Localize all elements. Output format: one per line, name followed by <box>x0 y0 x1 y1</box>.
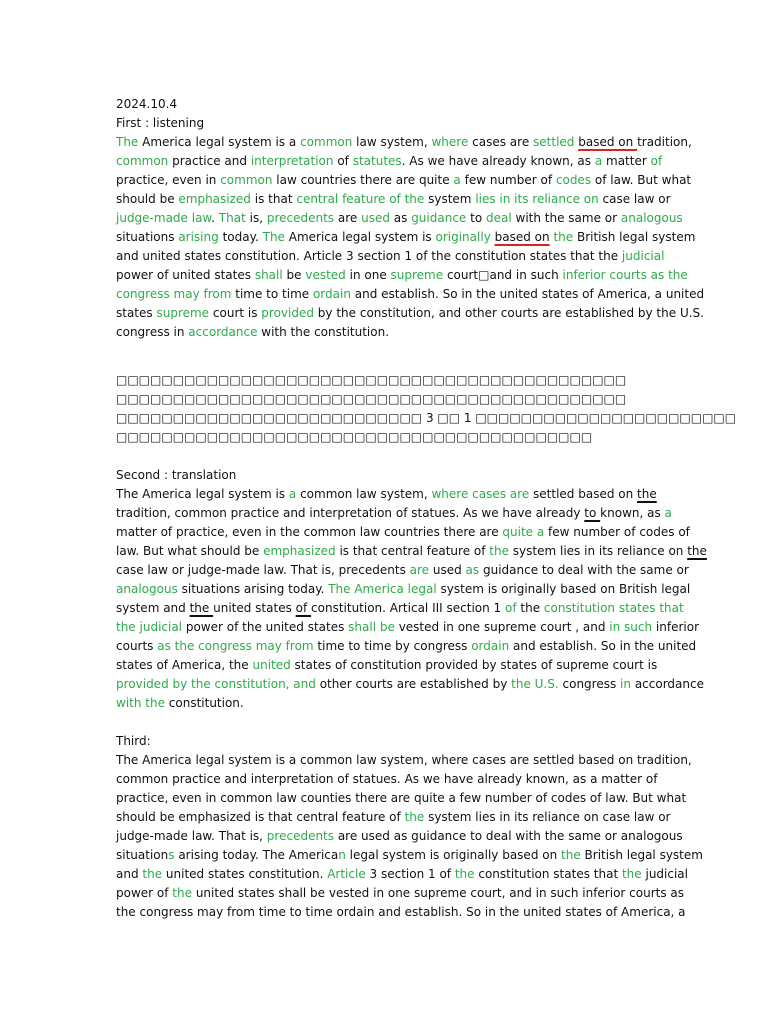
highlighted-text: supreme <box>156 306 210 320</box>
text-segment: with the same or <box>511 211 621 225</box>
highlighted-text: shall be <box>348 620 395 634</box>
text-segment: legal system is originally based on <box>345 848 562 862</box>
highlighted-text: of <box>650 154 663 168</box>
underlined-text: based on <box>494 230 550 244</box>
text-segment: arising today. The America <box>174 848 339 862</box>
highlighted-text: a <box>453 173 461 187</box>
highlighted-text: as the congress may from <box>157 639 314 653</box>
highlighted-text: a <box>288 487 297 501</box>
text-segment: court is <box>209 306 262 320</box>
text-segment: by the constitution, and other courts are established by the U.S. <box>313 306 704 320</box>
text-segment: The America legal system is a common law system, where cases are settled based on tradition, <box>116 753 692 767</box>
text-segment: matter of practice, even in the common law countries there are <box>116 525 503 539</box>
text-segment: situation <box>116 848 169 862</box>
text-segment: . <box>211 211 219 225</box>
highlighted-text: codes <box>555 173 592 187</box>
highlighted-text: vested <box>305 268 346 282</box>
heading-translation: Second : translation <box>116 468 237 482</box>
text-line <box>116 133 692 152</box>
text-line <box>116 209 683 228</box>
cjk-line: □□□□□□□□□□□□□□□□□□□□□□□□□□□ 3 □□ 1 □□□□□□□□□□□□□□□□□□□□□□□ <box>116 411 737 425</box>
text-line <box>116 485 657 504</box>
highlighted-text: statutes <box>352 154 402 168</box>
highlighted-text: a <box>664 506 672 520</box>
text-segment: time to time <box>231 287 313 301</box>
text-segment: system and <box>116 601 190 615</box>
text-segment: system <box>424 192 476 206</box>
highlighted-text: the <box>454 867 475 881</box>
highlighted-text: the <box>621 867 642 881</box>
text-segment: few number of codes of <box>544 525 690 539</box>
text-segment: America legal system is a <box>142 135 301 149</box>
text-segment: congress in <box>116 325 189 339</box>
underlined-text: based on <box>578 135 638 149</box>
highlighted-text: provided <box>261 306 314 320</box>
text-line <box>116 152 663 171</box>
text-segment: British legal system <box>573 230 696 244</box>
highlighted-text: where cases are <box>431 487 530 501</box>
highlighted-text: congress may from <box>116 287 232 301</box>
text-segment: case law or judge-made law. That is, precedents <box>116 563 410 577</box>
text-segment: situations arising today. <box>177 582 329 596</box>
text-segment: vested in one supreme court , and <box>394 620 610 634</box>
document-date: 2024.10.4 <box>116 97 178 111</box>
highlighted-text: precedents <box>266 829 335 843</box>
text-line <box>116 770 658 789</box>
highlighted-text: used <box>361 211 390 225</box>
text-segment: constitution states that <box>474 867 622 881</box>
text-line <box>116 580 691 599</box>
text-segment: states of America, the <box>116 658 253 672</box>
highlighted-text: That <box>218 211 246 225</box>
highlighted-text: s <box>168 848 175 862</box>
text-segment: The America legal system is <box>116 487 289 501</box>
text-segment: accordance <box>631 677 704 691</box>
text-segment: other courts are established by <box>315 677 512 691</box>
text-segment: system is originally based on British legal <box>436 582 691 596</box>
cjk-line: □□□□□□□□□□□□□□□□□□□□□□□□□□□□□□□□□□□□□□□□□□ <box>116 430 593 444</box>
text-line <box>116 618 700 637</box>
highlighted-text: are <box>409 563 430 577</box>
text-segment: common law system, <box>296 487 432 501</box>
highlighted-text: settled <box>533 135 575 149</box>
text-line <box>116 247 665 266</box>
underlined-text: to <box>584 506 601 520</box>
highlighted-text: judge-made law <box>116 211 212 225</box>
text-line <box>116 656 658 675</box>
highlighted-text: in such <box>609 620 653 634</box>
text-segment: states <box>116 306 157 320</box>
highlighted-text: originally <box>435 230 491 244</box>
highlighted-text: The America legal <box>328 582 437 596</box>
paragraph-translation <box>116 485 707 713</box>
text-segment: of <box>333 154 353 168</box>
highlighted-text: of <box>505 601 517 615</box>
highlighted-text: guidance <box>411 211 467 225</box>
underlined-text: the <box>687 544 707 558</box>
text-line <box>116 285 705 304</box>
highlighted-text: precedents <box>266 211 335 225</box>
text-line <box>116 542 707 561</box>
underlined-text: of <box>295 601 312 615</box>
text-segment: to <box>466 211 486 225</box>
text-segment: constitution. <box>164 696 244 710</box>
text-segment: judicial <box>641 867 688 881</box>
text-segment: is, <box>245 211 267 225</box>
highlighted-text: arising <box>178 230 219 244</box>
highlighted-text: The <box>262 230 285 244</box>
text-line <box>116 523 690 542</box>
text-segment: are <box>334 211 362 225</box>
highlighted-text: the <box>553 230 574 244</box>
text-segment: power of <box>116 886 173 900</box>
highlighted-text: deal <box>486 211 512 225</box>
cjk-line: □□□□□□□□□□□□□□□□□□□□□□□□□□□□□□□□□□□□□□□□□□□□□ <box>116 373 627 387</box>
highlighted-text: the <box>142 867 163 881</box>
text-segment: and united states constitution. Article 3 section 1 of the constitution states that the <box>116 249 622 263</box>
text-segment: tradition, common practice and interpretation of statues. As we have already <box>116 506 585 520</box>
text-segment: law countries there are quite <box>272 173 454 187</box>
highlighted-text: common <box>116 154 169 168</box>
text-segment: few number of <box>460 173 556 187</box>
highlighted-text: provided by the constitution, and <box>116 677 316 691</box>
text-segment: states of constitution provided by states of supreme court is <box>290 658 658 672</box>
highlighted-text: lies in its reliance on <box>475 192 599 206</box>
text-line <box>116 827 683 846</box>
highlighted-text: united <box>252 658 291 672</box>
highlighted-text: constitution states that <box>543 601 684 615</box>
text-segment: the congress may from time to time ordain and establish. So in the united states of America, a <box>116 905 686 919</box>
text-segment: system lies in its reliance on <box>508 544 688 558</box>
highlighted-text: accordance <box>188 325 258 339</box>
highlighted-text: analogous <box>620 211 683 225</box>
highlighted-text: the <box>561 848 581 862</box>
highlighted-text: n <box>338 848 346 862</box>
text-segment: used <box>429 563 466 577</box>
text-line <box>116 808 671 827</box>
text-line <box>116 903 686 922</box>
document-page <box>116 95 737 922</box>
text-segment: be <box>282 268 306 282</box>
text-segment: court□and in such <box>443 268 563 282</box>
text-segment: power of the united states <box>182 620 349 634</box>
paragraph-third <box>116 751 703 922</box>
highlighted-text: emphasized <box>178 192 251 206</box>
text-segment: 3 section 1 of <box>365 867 455 881</box>
text-segment: guidance to deal with the same or <box>479 563 689 577</box>
text-segment: settled based on <box>529 487 638 501</box>
text-segment: system lies in its reliance on case law or <box>424 810 671 824</box>
highlighted-text: central feature of the <box>296 192 425 206</box>
paragraph-listening <box>116 133 705 342</box>
text-segment: is that <box>250 192 297 206</box>
text-line <box>116 323 651 342</box>
highlighted-text: the U.S. <box>511 677 559 691</box>
highlighted-text: the judicial <box>116 620 183 634</box>
text-segment: time to time by congress <box>313 639 472 653</box>
text-segment: . As we have already known, as <box>401 154 595 168</box>
text-segment: constitution. Artical III section 1 <box>311 601 505 615</box>
text-line <box>116 865 688 884</box>
text-segment: and establish. So in the united <box>509 639 697 653</box>
text-segment: should be <box>116 192 179 206</box>
text-line <box>116 675 704 694</box>
highlighted-text: supreme <box>390 268 444 282</box>
heading-listening: First : listening <box>116 116 205 130</box>
highlighted-text: the <box>404 810 425 824</box>
highlighted-text: judicial <box>621 249 665 263</box>
text-segment: America legal system is <box>284 230 436 244</box>
text-line <box>116 751 692 770</box>
text-line <box>116 504 672 523</box>
text-segment: congress <box>558 677 621 691</box>
text-segment: law system, <box>352 135 432 149</box>
highlighted-text: ordain <box>471 639 510 653</box>
highlighted-text: common <box>220 173 273 187</box>
text-segment: the <box>516 601 544 615</box>
highlighted-text: a <box>594 154 603 168</box>
text-segment: practice and <box>168 154 251 168</box>
text-segment: known, as <box>600 506 665 520</box>
highlighted-text: interpretation <box>250 154 334 168</box>
highlighted-text: ordain <box>312 287 351 301</box>
text-line <box>116 846 703 865</box>
text-segment: united states shall be vested in one supreme court, and in such inferior courts as <box>192 886 685 900</box>
underlined-text: the <box>637 487 657 501</box>
highlighted-text: emphasized <box>263 544 336 558</box>
text-segment: in one <box>345 268 391 282</box>
text-segment: inferior <box>652 620 700 634</box>
text-segment: should be emphasized is that central feature of <box>116 810 405 824</box>
text-line <box>116 694 651 713</box>
text-segment: situations <box>116 230 179 244</box>
text-segment: tradition, <box>637 135 692 149</box>
highlighted-text: The <box>116 135 143 149</box>
highlighted-text: the <box>172 886 192 900</box>
text-segment: common practice and interpretation of statues. As we have already known, as a matter of <box>116 772 658 786</box>
text-segment: as <box>389 211 412 225</box>
underlined-text: the <box>189 601 214 615</box>
text-segment: practice, even in <box>116 173 221 187</box>
text-segment: are used as guidance to deal with the same or analogous <box>334 829 683 843</box>
text-segment: is that central feature of <box>335 544 490 558</box>
text-line <box>116 304 704 323</box>
text-segment: law. But what should be <box>116 544 264 558</box>
text-segment: practice, even in common law counties there are quite a few number of codes of law. But what <box>116 791 687 805</box>
highlighted-text: as <box>465 563 480 577</box>
highlighted-text: Article <box>327 867 366 881</box>
text-line <box>116 171 692 190</box>
text-segment: case law or <box>598 192 671 206</box>
text-line <box>116 266 688 285</box>
highlighted-text: common <box>300 135 353 149</box>
text-segment: of law. But what <box>591 173 692 187</box>
text-segment: and establish. So in the united states of America, a united <box>350 287 705 301</box>
text-segment: matter <box>602 154 651 168</box>
highlighted-text: the <box>489 544 509 558</box>
highlighted-text: in <box>620 677 631 691</box>
text-segment: British legal system <box>580 848 703 862</box>
highlighted-text: inferior courts as the <box>562 268 688 282</box>
text-line <box>116 599 684 618</box>
text-line <box>116 190 671 209</box>
text-line <box>116 228 696 247</box>
text-segment: united states <box>213 601 296 615</box>
text-line <box>116 637 697 656</box>
text-line <box>116 789 687 808</box>
text-segment: courts <box>116 639 158 653</box>
text-line <box>116 561 689 580</box>
text-segment: cases are <box>468 135 534 149</box>
highlighted-text: where <box>431 135 469 149</box>
text-segment: with the constitution. <box>257 325 390 339</box>
highlighted-text: shall <box>254 268 283 282</box>
cjk-line: □□□□□□□□□□□□□□□□□□□□□□□□□□□□□□□□□□□□□□□□□□□□□ <box>116 392 627 406</box>
text-segment: power of united states <box>116 268 255 282</box>
text-segment: judge-made law. That is, <box>116 829 267 843</box>
text-line <box>116 884 685 903</box>
heading-third: Third: <box>116 734 151 748</box>
text-segment: and <box>116 867 143 881</box>
highlighted-text: quite a <box>502 525 545 539</box>
text-segment: united states constitution. <box>162 867 328 881</box>
highlighted-text: analogous <box>116 582 178 596</box>
paragraph-chinese-translation <box>116 371 737 447</box>
highlighted-text: with the <box>116 696 165 710</box>
text-segment: today. <box>218 230 263 244</box>
